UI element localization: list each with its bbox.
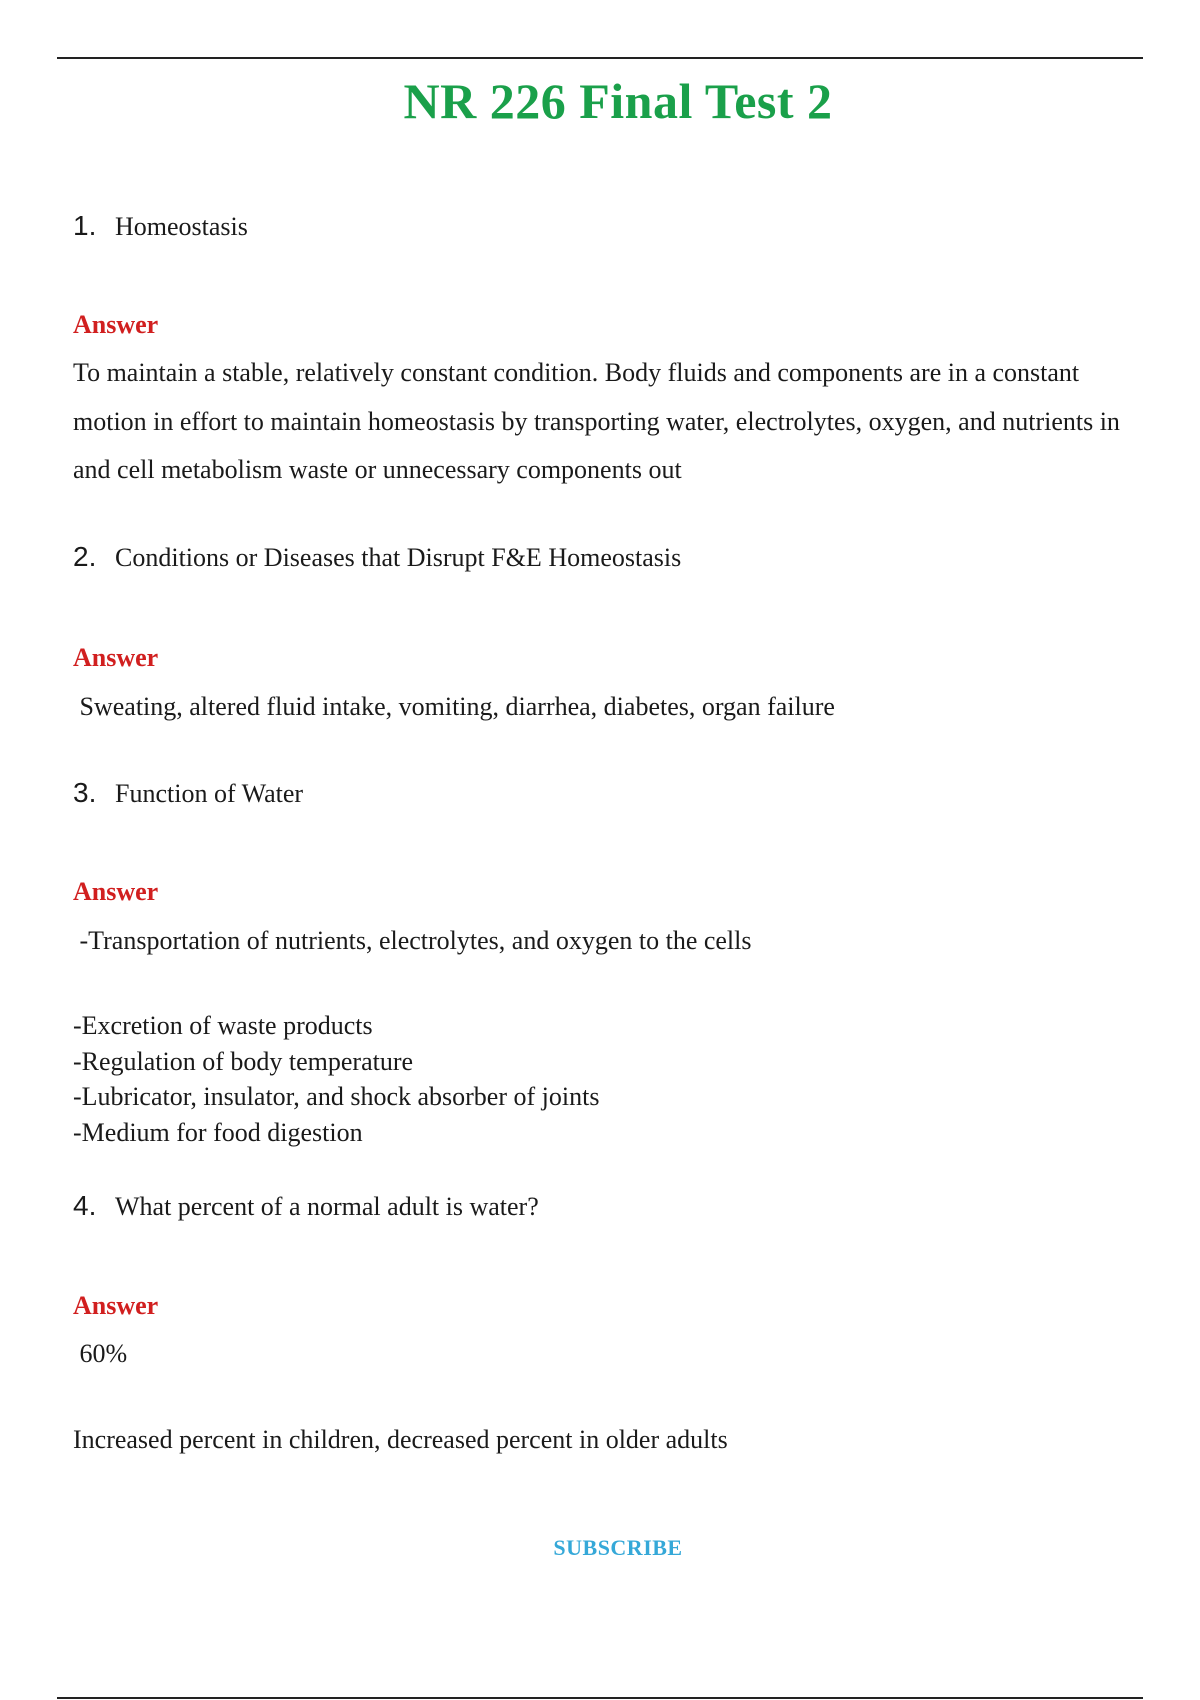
question-4-number: 4. — [73, 1190, 97, 1221]
list-item: -Lubricator, insulator, and shock absorber of joints — [73, 1082, 600, 1111]
answer-2-text: Sweating, altered fluid intake, vomiting, diarrhea, diabetes, organ failure — [73, 692, 835, 721]
answer-label-1: Answer — [73, 310, 159, 339]
question-1 — [73, 212, 248, 240]
answer-3-list — [73, 1008, 599, 1150]
question-4-text: What percent of a normal adult is water? — [115, 1192, 539, 1221]
list-item: -Excretion of waste products — [73, 1011, 373, 1040]
top-divider — [57, 57, 1143, 59]
answer-label-2: Answer — [73, 643, 159, 672]
page-title: NR 226 Final Test 2 — [403, 73, 833, 129]
list-item: -Medium for food digestion — [73, 1117, 363, 1147]
question-3 — [73, 779, 303, 807]
answer-4-note: Increased percent in children, decreased percent in older adults — [73, 1425, 728, 1454]
question-2-number: 2. — [73, 541, 97, 572]
answer-1-text: To maintain a stable, relatively constant condition. Body fluids and components are in a constant motion in effort to maintain homeostasis by transporting water, electrolytes, oxygen, and nutrients in and cell metabolism waste or unnecessary components out — [73, 358, 1120, 484]
question-1-number: 1. — [73, 210, 97, 241]
answer-4-text: 60% — [73, 1339, 128, 1368]
question-3-text: Function of Water — [115, 779, 304, 808]
list-item: -Regulation of body temperature — [73, 1046, 414, 1076]
answer-label-3: Answer — [73, 877, 159, 906]
question-4 — [73, 1192, 539, 1220]
question-1-text: Homeostasis — [115, 212, 248, 241]
question-2-text: Conditions or Diseases that Disrupt F&E Homeostasis — [115, 543, 682, 572]
bottom-divider — [57, 1697, 1143, 1699]
subscribe-link[interactable]: SUBSCRIBE — [553, 1535, 683, 1560]
answer-3-text: -Transportation of nutrients, electrolytes, and oxygen to the cells — [73, 926, 752, 955]
question-3-number: 3. — [73, 777, 97, 808]
answer-label-4: Answer — [73, 1291, 159, 1320]
question-2 — [73, 543, 681, 571]
